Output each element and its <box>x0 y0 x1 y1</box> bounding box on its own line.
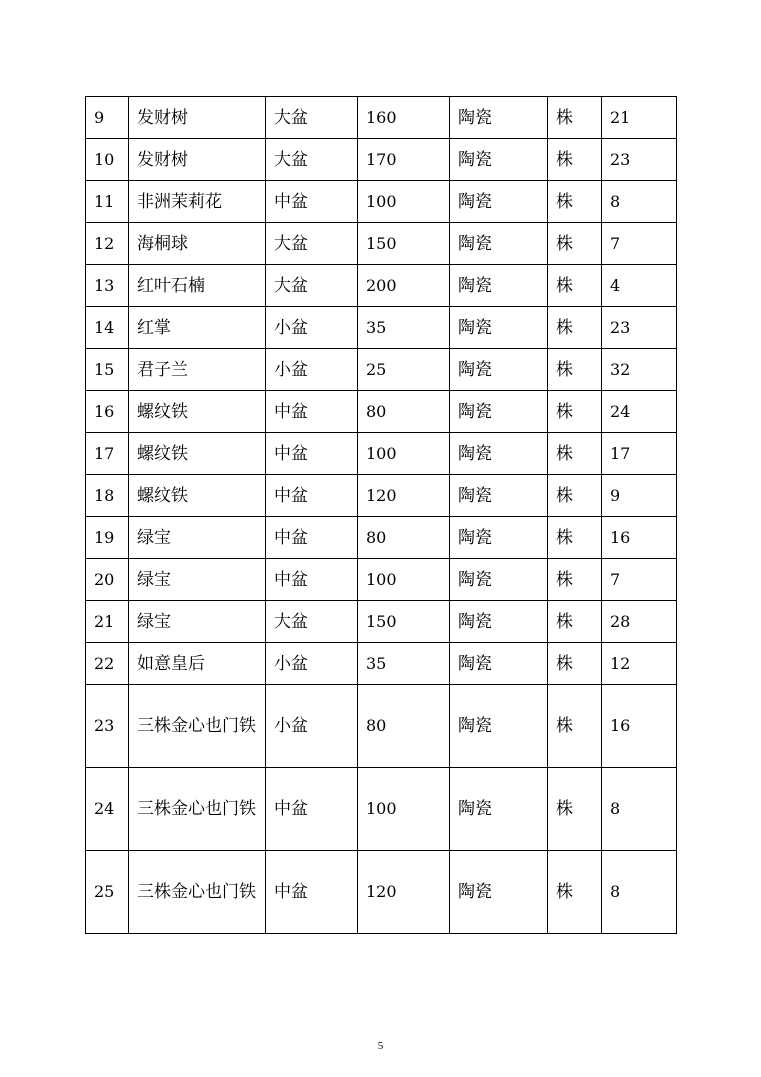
cell-number: 18 <box>86 475 129 517</box>
table-row <box>86 265 677 307</box>
cell-spec: 120 <box>358 851 450 934</box>
cell-pot-size: 中盆 <box>266 433 358 475</box>
cell-pot-size: 大盆 <box>266 223 358 265</box>
cell-number: 21 <box>86 601 129 643</box>
cell-material: 陶瓷 <box>450 265 548 307</box>
cell-quantity: 8 <box>602 181 677 223</box>
cell-unit: 株 <box>548 433 602 475</box>
cell-quantity: 21 <box>602 97 677 139</box>
cell-material: 陶瓷 <box>450 475 548 517</box>
cell-unit: 株 <box>548 643 602 685</box>
cell-spec: 200 <box>358 265 450 307</box>
cell-number: 20 <box>86 559 129 601</box>
cell-pot-size: 中盆 <box>266 391 358 433</box>
cell-spec: 80 <box>358 391 450 433</box>
cell-quantity: 7 <box>602 559 677 601</box>
cell-spec: 170 <box>358 139 450 181</box>
cell-pot-size: 大盆 <box>266 97 358 139</box>
cell-pot-size: 中盆 <box>266 768 358 851</box>
table-row <box>86 391 677 433</box>
cell-material: 陶瓷 <box>450 391 548 433</box>
cell-name: 绿宝 <box>129 517 266 559</box>
cell-pot-size: 大盆 <box>266 139 358 181</box>
cell-spec: 80 <box>358 685 450 768</box>
cell-unit: 株 <box>548 768 602 851</box>
cell-material: 陶瓷 <box>450 433 548 475</box>
cell-material: 陶瓷 <box>450 307 548 349</box>
table-row <box>86 307 677 349</box>
cell-quantity: 24 <box>602 391 677 433</box>
cell-number: 25 <box>86 851 129 934</box>
table-row <box>86 223 677 265</box>
cell-name: 螺纹铁 <box>129 391 266 433</box>
cell-number: 24 <box>86 768 129 851</box>
cell-name: 发财树 <box>129 97 266 139</box>
cell-pot-size: 中盆 <box>266 475 358 517</box>
cell-spec: 100 <box>358 181 450 223</box>
cell-spec: 35 <box>358 643 450 685</box>
cell-pot-size: 中盆 <box>266 851 358 934</box>
cell-pot-size: 小盆 <box>266 643 358 685</box>
cell-spec: 80 <box>358 517 450 559</box>
cell-unit: 株 <box>548 349 602 391</box>
cell-material: 陶瓷 <box>450 181 548 223</box>
page-number: 5 <box>377 1040 384 1052</box>
cell-unit: 株 <box>548 181 602 223</box>
cell-name: 三株金心也门铁 <box>129 851 266 934</box>
cell-name: 如意皇后 <box>129 643 266 685</box>
cell-material: 陶瓷 <box>450 559 548 601</box>
cell-quantity: 32 <box>602 349 677 391</box>
cell-material: 陶瓷 <box>450 851 548 934</box>
cell-unit: 株 <box>548 223 602 265</box>
cell-material: 陶瓷 <box>450 685 548 768</box>
cell-spec: 120 <box>358 475 450 517</box>
cell-material: 陶瓷 <box>450 139 548 181</box>
cell-unit: 株 <box>548 307 602 349</box>
cell-material: 陶瓷 <box>450 643 548 685</box>
cell-quantity: 9 <box>602 475 677 517</box>
cell-number: 15 <box>86 349 129 391</box>
table-row <box>86 517 677 559</box>
table-row <box>86 181 677 223</box>
cell-pot-size: 小盆 <box>266 307 358 349</box>
cell-number: 9 <box>86 97 129 139</box>
cell-name: 三株金心也门铁 <box>129 768 266 851</box>
cell-quantity: 17 <box>602 433 677 475</box>
cell-spec: 100 <box>358 433 450 475</box>
table-row <box>86 643 677 685</box>
cell-number: 23 <box>86 685 129 768</box>
table-row <box>86 685 677 768</box>
table-row <box>86 433 677 475</box>
cell-unit: 株 <box>548 517 602 559</box>
cell-quantity: 7 <box>602 223 677 265</box>
cell-unit: 株 <box>548 265 602 307</box>
cell-name: 君子兰 <box>129 349 266 391</box>
cell-pot-size: 中盆 <box>266 181 358 223</box>
cell-name: 红叶石楠 <box>129 265 266 307</box>
cell-name: 绿宝 <box>129 559 266 601</box>
cell-name: 三株金心也门铁 <box>129 685 266 768</box>
cell-quantity: 16 <box>602 517 677 559</box>
cell-spec: 160 <box>358 97 450 139</box>
cell-quantity: 16 <box>602 685 677 768</box>
cell-spec: 100 <box>358 559 450 601</box>
cell-number: 14 <box>86 307 129 349</box>
cell-name: 发财树 <box>129 139 266 181</box>
table-row <box>86 97 677 139</box>
cell-material: 陶瓷 <box>450 601 548 643</box>
table-row <box>86 349 677 391</box>
cell-material: 陶瓷 <box>450 517 548 559</box>
cell-name: 红掌 <box>129 307 266 349</box>
cell-name: 海桐球 <box>129 223 266 265</box>
cell-quantity: 4 <box>602 265 677 307</box>
table-row <box>86 559 677 601</box>
cell-quantity: 8 <box>602 768 677 851</box>
cell-number: 12 <box>86 223 129 265</box>
cell-pot-size: 小盆 <box>266 685 358 768</box>
cell-number: 13 <box>86 265 129 307</box>
cell-unit: 株 <box>548 559 602 601</box>
cell-name: 螺纹铁 <box>129 433 266 475</box>
cell-pot-size: 小盆 <box>266 349 358 391</box>
cell-material: 陶瓷 <box>450 768 548 851</box>
table-row <box>86 475 677 517</box>
table-row <box>86 851 677 934</box>
cell-name: 螺纹铁 <box>129 475 266 517</box>
cell-spec: 25 <box>358 349 450 391</box>
cell-material: 陶瓷 <box>450 223 548 265</box>
table-row <box>86 139 677 181</box>
cell-quantity: 23 <box>602 307 677 349</box>
cell-spec: 150 <box>358 223 450 265</box>
cell-pot-size: 中盆 <box>266 559 358 601</box>
cell-unit: 株 <box>548 475 602 517</box>
cell-number: 16 <box>86 391 129 433</box>
cell-number: 17 <box>86 433 129 475</box>
cell-pot-size: 中盆 <box>266 517 358 559</box>
cell-spec: 150 <box>358 601 450 643</box>
cell-unit: 株 <box>548 391 602 433</box>
cell-unit: 株 <box>548 851 602 934</box>
table-row <box>86 601 677 643</box>
cell-number: 11 <box>86 181 129 223</box>
cell-pot-size: 大盆 <box>266 265 358 307</box>
cell-quantity: 12 <box>602 643 677 685</box>
cell-number: 19 <box>86 517 129 559</box>
cell-name: 绿宝 <box>129 601 266 643</box>
cell-number: 22 <box>86 643 129 685</box>
cell-material: 陶瓷 <box>450 349 548 391</box>
cell-number: 10 <box>86 139 129 181</box>
cell-unit: 株 <box>548 685 602 768</box>
cell-spec: 35 <box>358 307 450 349</box>
cell-quantity: 8 <box>602 851 677 934</box>
cell-pot-size: 大盆 <box>266 601 358 643</box>
cell-unit: 株 <box>548 601 602 643</box>
cell-quantity: 28 <box>602 601 677 643</box>
table-row <box>86 768 677 851</box>
cell-unit: 株 <box>548 97 602 139</box>
inventory-table <box>85 96 677 934</box>
cell-unit: 株 <box>548 139 602 181</box>
cell-quantity: 23 <box>602 139 677 181</box>
cell-material: 陶瓷 <box>450 97 548 139</box>
cell-spec: 100 <box>358 768 450 851</box>
cell-name: 非洲茉莉花 <box>129 181 266 223</box>
